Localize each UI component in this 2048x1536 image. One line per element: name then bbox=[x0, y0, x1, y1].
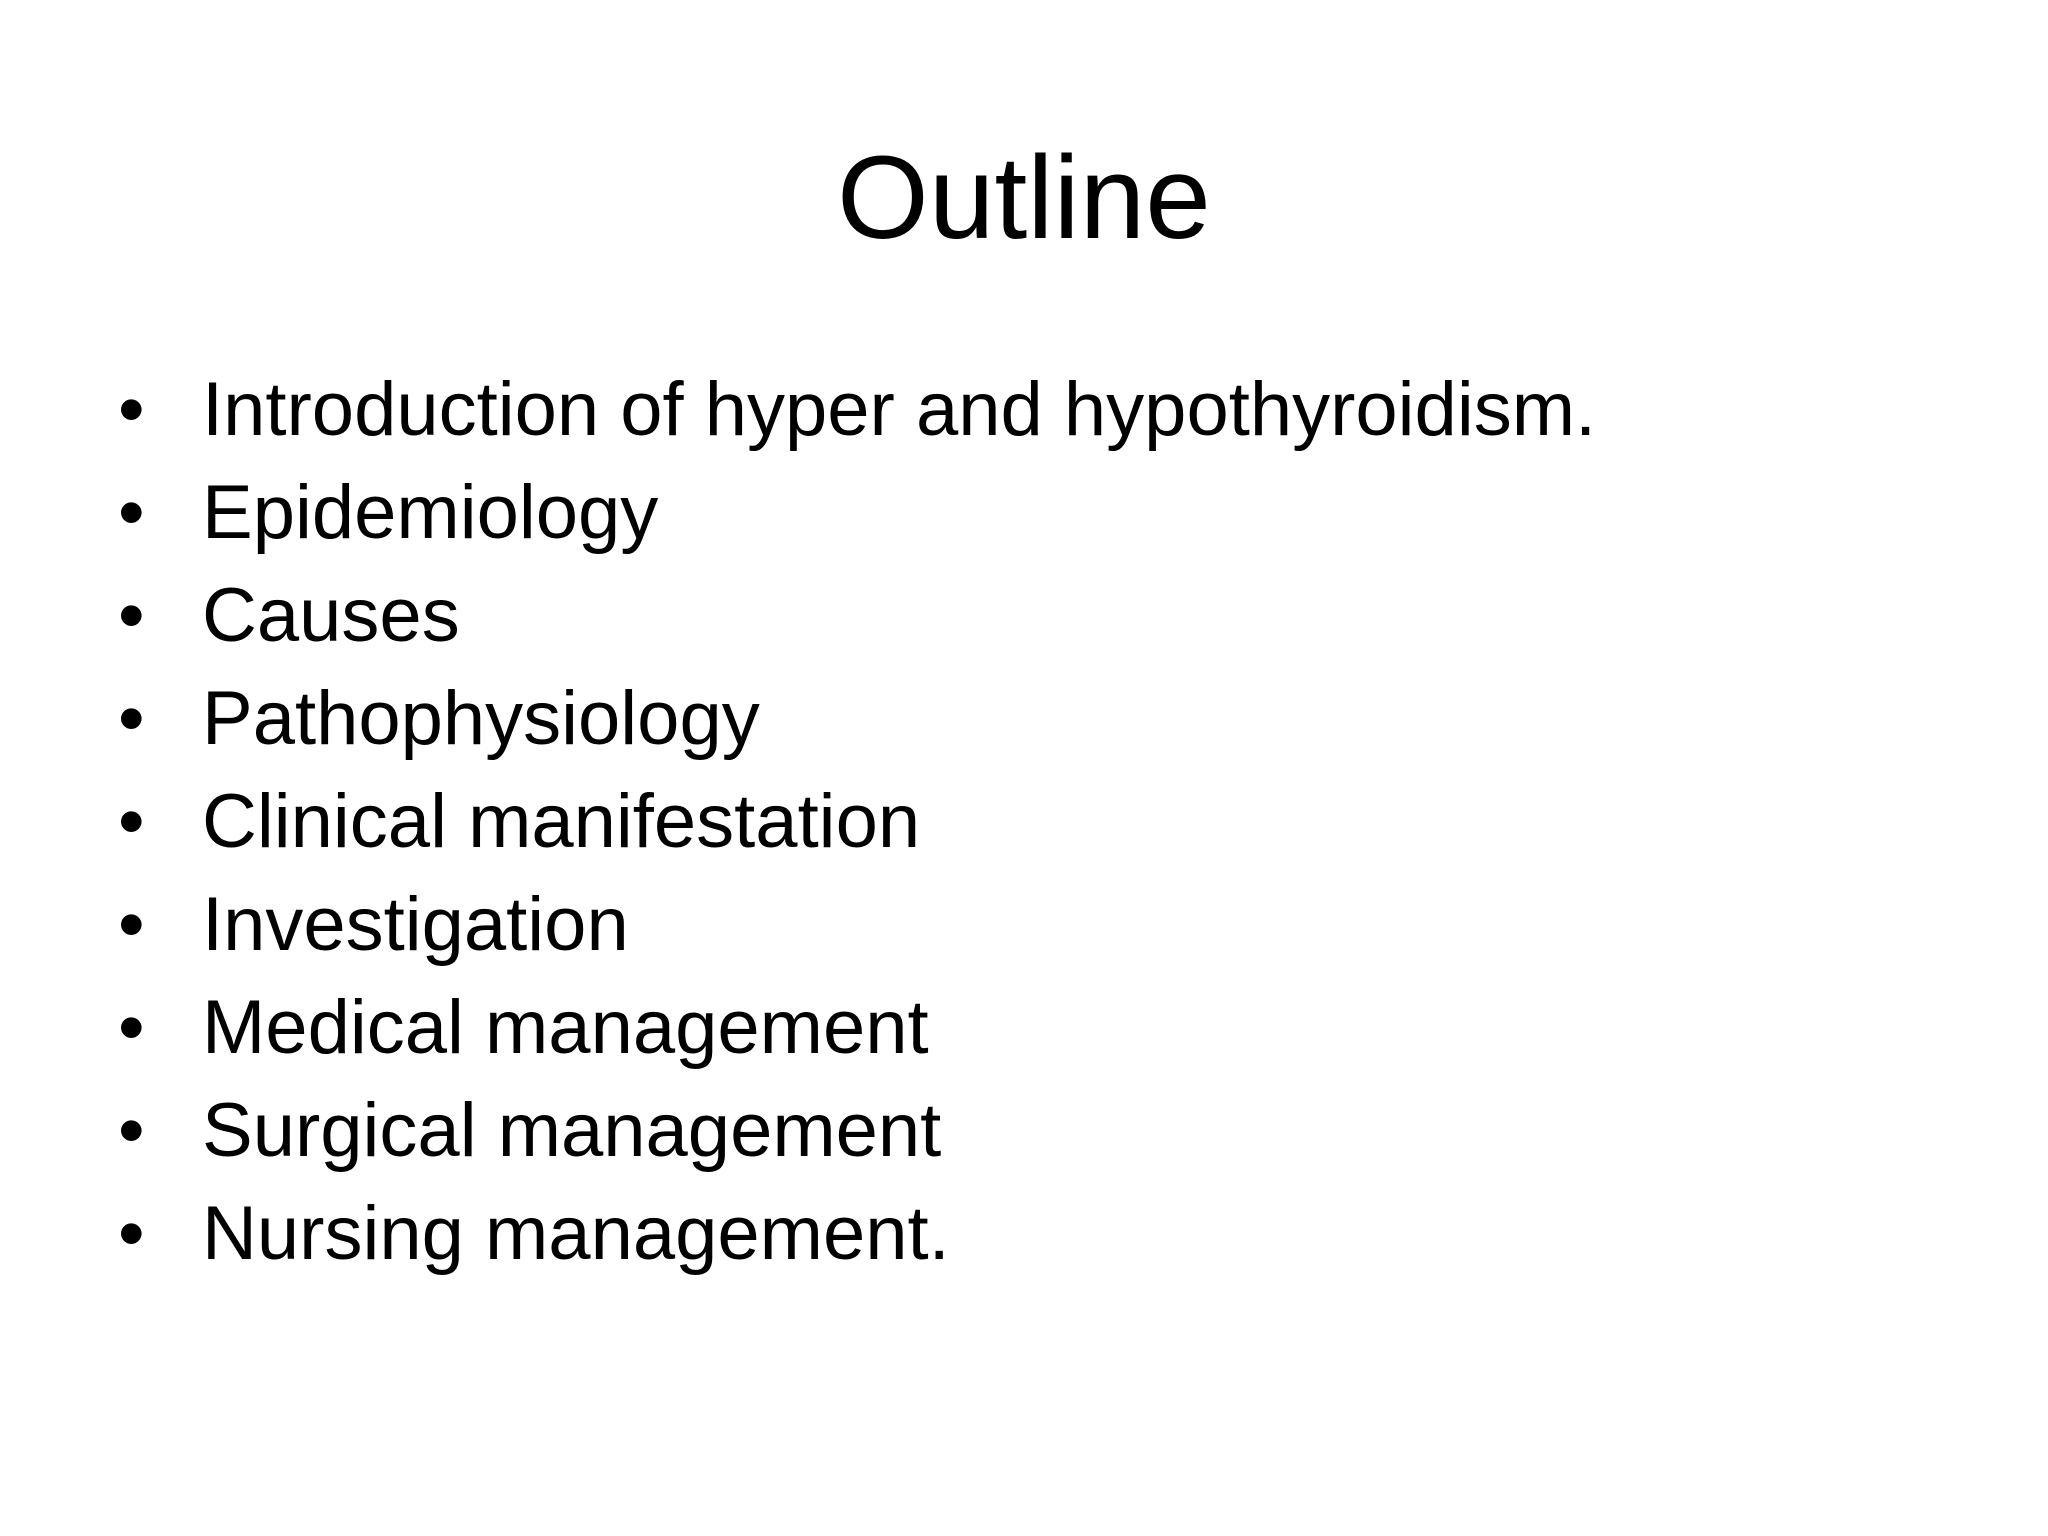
list-item bbox=[118, 461, 1596, 564]
list-item bbox=[118, 1079, 1596, 1182]
list-item-text: Surgical management bbox=[202, 1088, 942, 1173]
list-item bbox=[118, 1182, 1596, 1285]
slide-title: Outline bbox=[837, 132, 1211, 264]
list-item bbox=[118, 873, 1596, 976]
bullet-icon: • bbox=[118, 470, 145, 555]
bullet-icon: • bbox=[118, 573, 145, 658]
list-item-text: Medical management bbox=[202, 985, 929, 1070]
outline-list bbox=[118, 358, 1596, 1285]
list-item-text: Causes bbox=[202, 573, 460, 658]
list-item bbox=[118, 770, 1596, 873]
bullet-icon: • bbox=[118, 985, 145, 1070]
bullet-icon: • bbox=[118, 367, 145, 452]
bullet-icon: • bbox=[118, 779, 145, 864]
bullet-icon: • bbox=[118, 1088, 145, 1173]
bullet-icon: • bbox=[118, 676, 145, 761]
list-item-text: Nursing management. bbox=[202, 1191, 950, 1276]
list-item-text: Epidemiology bbox=[202, 470, 659, 555]
bullet-icon: • bbox=[118, 1191, 145, 1276]
list-item bbox=[118, 667, 1596, 770]
list-item-text: Pathophysiology bbox=[202, 676, 760, 761]
list-item-text: Investigation bbox=[202, 882, 629, 967]
list-item bbox=[118, 976, 1596, 1079]
bullet-icon: • bbox=[118, 882, 145, 967]
list-item bbox=[118, 358, 1596, 461]
list-item-text: Clinical manifestation bbox=[202, 779, 921, 864]
list-item bbox=[118, 564, 1596, 667]
list-item-text: Introduction of hyper and hypothyroidism. bbox=[202, 367, 1597, 452]
